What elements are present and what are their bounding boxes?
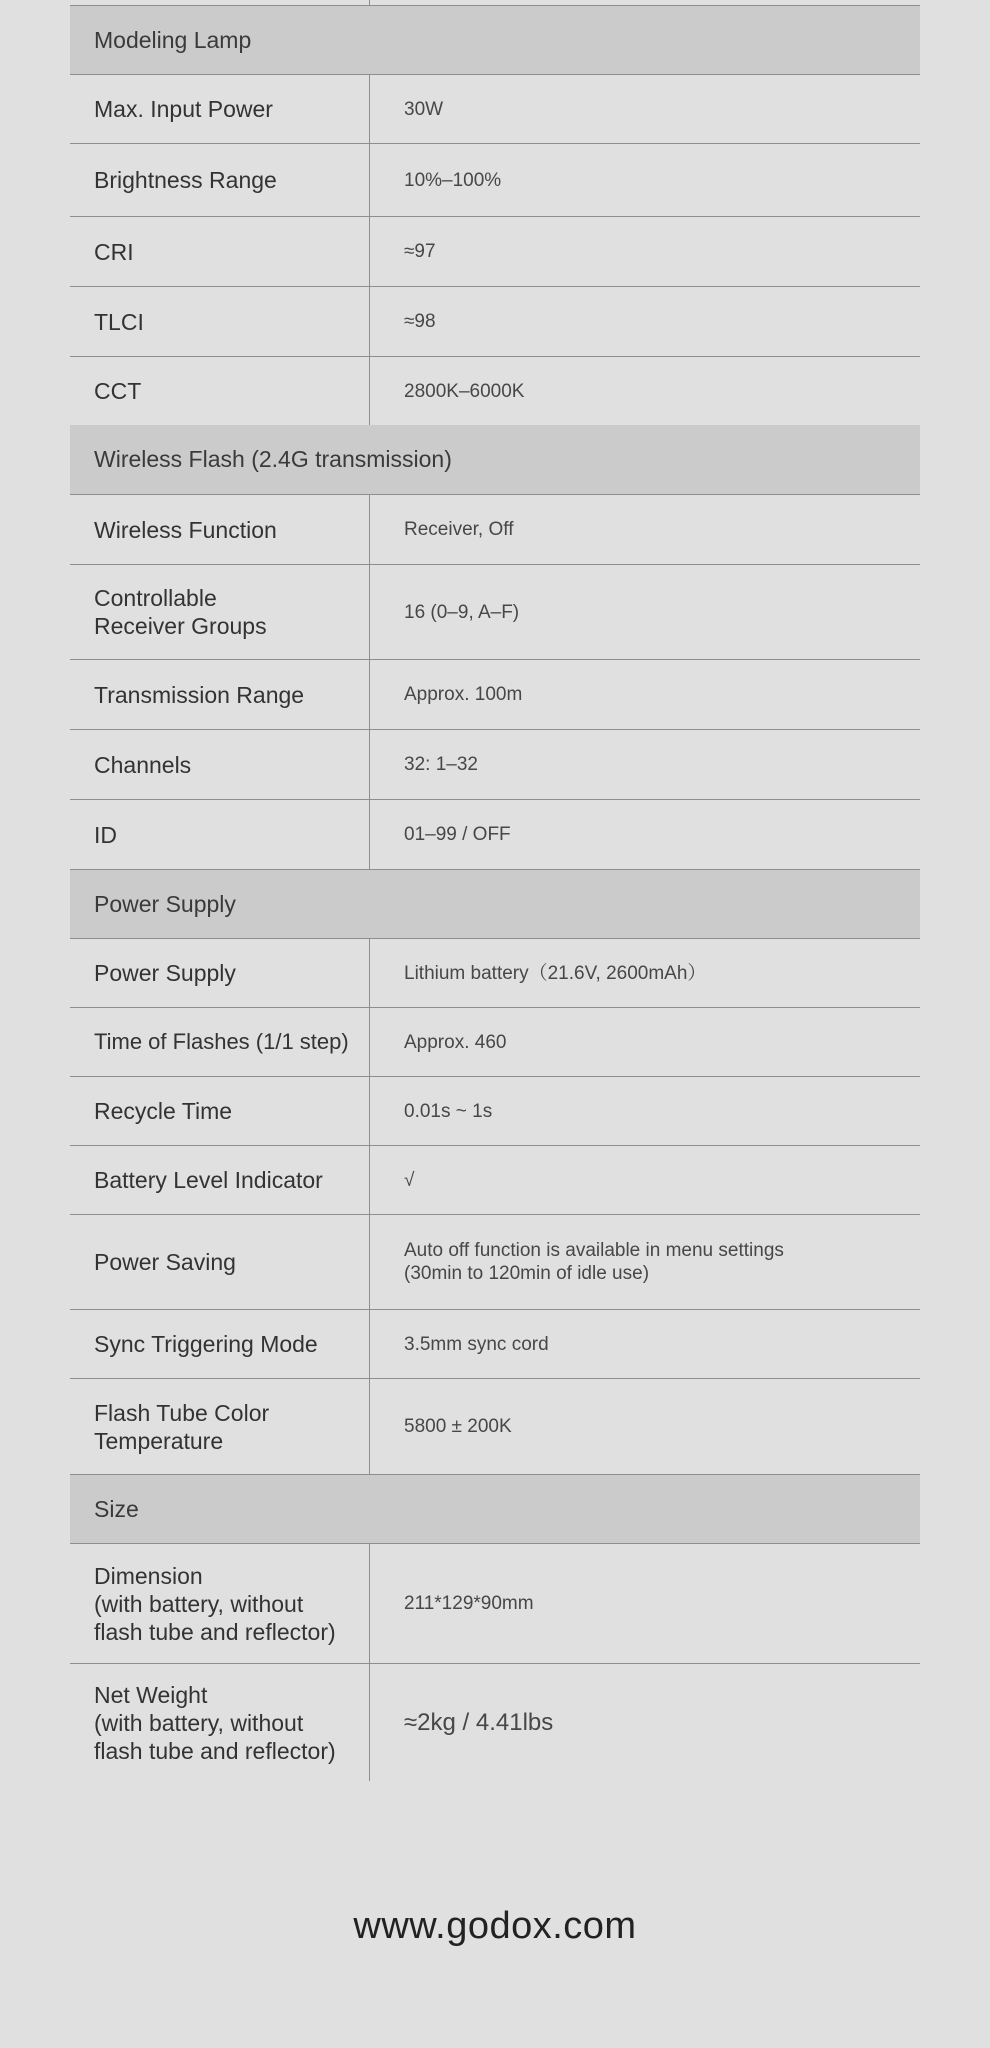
spec-value-cell (370, 1379, 920, 1474)
spec-label-cell (70, 565, 370, 659)
spec-value-cell (370, 800, 920, 869)
spec-value: Lithium battery（21.6V, 2600mAh） (404, 962, 707, 984)
spec-row-sync-triggering (70, 1310, 920, 1379)
spec-row-receiver-groups (70, 565, 920, 660)
spec-label: Dimension (with battery, without flash tube and reflector) (94, 1562, 336, 1645)
spec-label-cell (70, 357, 370, 425)
spec-label-cell (70, 800, 370, 869)
spec-row-dimension (70, 1544, 920, 1664)
section-header-size (70, 1474, 920, 1544)
spec-value: 30W (404, 98, 444, 120)
spec-value-cell (370, 495, 920, 564)
spec-label: Net Weight (with battery, without flash tube and reflector) (94, 1681, 336, 1764)
previous-section-edge (70, 0, 920, 6)
spec-value-cell (370, 1008, 920, 1076)
spec-value-cell (370, 144, 920, 216)
spec-label: Time of Flashes (1/1 step) (94, 1029, 349, 1054)
section-header-wireless-flash (70, 425, 920, 495)
spec-row-channels (70, 730, 920, 800)
spec-label-cell (70, 75, 370, 143)
spec-value: 10%–100% (404, 169, 502, 191)
spec-table (70, 0, 920, 1781)
section-header-power-supply (70, 869, 920, 939)
spec-value-cell (370, 1310, 920, 1378)
spec-value-cell (370, 939, 920, 1007)
spec-label: Recycle Time (94, 1098, 233, 1124)
spec-row-time-of-flashes (70, 1008, 920, 1077)
spec-label-cell (70, 1379, 370, 1474)
spec-label: Sync Triggering Mode (94, 1331, 318, 1357)
spec-value: 5800 ± 200K (404, 1416, 512, 1437)
spec-label: Power Supply (94, 960, 236, 986)
spec-label: Brightness Range (94, 167, 277, 193)
spec-value-cell (370, 565, 920, 659)
spec-value: Approx. 100m (404, 684, 523, 705)
spec-value-cell (370, 1544, 920, 1663)
spec-label-cell (70, 1008, 370, 1076)
spec-value: 211*129*90mm (404, 1593, 534, 1614)
spec-row-cri (70, 217, 920, 287)
spec-label-cell (70, 495, 370, 564)
spec-value: Auto off function is available in menu settings (30min to 120min of idle use) (404, 1240, 784, 1284)
spec-value: √ (404, 1169, 415, 1191)
spec-value-cell (370, 217, 920, 286)
spec-value: ≈97 (404, 241, 436, 262)
spec-label: Channels (94, 751, 192, 778)
spec-value: 16 (0–9, A–F) (404, 601, 520, 623)
spec-row-flash-tube-color (70, 1379, 920, 1474)
section-title: Modeling Lamp (94, 26, 252, 53)
spec-value: ≈98 (404, 311, 436, 332)
spec-row-power-supply (70, 939, 920, 1008)
spec-value: ≈2kg / 4.41lbs (404, 1709, 554, 1736)
spec-value-cell (370, 1215, 920, 1309)
website-link[interactable]: www.godox.com (353, 1905, 637, 1947)
spec-label: CCT (94, 378, 142, 404)
spec-label-cell (70, 660, 370, 729)
spec-value: Receiver, Off (404, 519, 514, 540)
spec-value-cell (370, 357, 920, 425)
spec-label-cell (70, 1310, 370, 1378)
spec-label: Controllable Receiver Groups (94, 585, 267, 639)
spec-value-cell (370, 287, 920, 356)
spec-value-cell (370, 730, 920, 799)
spec-value: 0.01s ~ 1s (404, 1100, 493, 1122)
spec-row-power-saving (70, 1215, 920, 1310)
spec-value: 01–99 / OFF (404, 824, 511, 845)
spec-value-cell (370, 1146, 920, 1214)
spec-value: 32: 1–32 (404, 754, 478, 775)
spec-label: Wireless Function (94, 516, 277, 543)
spec-value: Approx. 460 (404, 1031, 507, 1053)
spec-label-cell (70, 217, 370, 286)
section-title: Size (94, 1495, 139, 1522)
spec-label: Battery Level Indicator (94, 1167, 323, 1193)
spec-row-recycle-time (70, 1077, 920, 1146)
spec-label: Max. Input Power (94, 96, 273, 122)
spec-row-transmission-range (70, 660, 920, 730)
spec-label-cell (70, 730, 370, 799)
spec-label-cell (70, 144, 370, 216)
section-header-modeling-lamp (70, 6, 920, 75)
spec-label-cell (70, 287, 370, 356)
spec-value: 2800K–6000K (404, 380, 525, 402)
section-title: Power Supply (94, 890, 236, 917)
spec-value-cell (370, 75, 920, 143)
spec-label-cell (70, 1215, 370, 1309)
column-divider (369, 0, 370, 5)
spec-label-cell (70, 939, 370, 1007)
spec-row-brightness-range (70, 144, 920, 217)
spec-label-cell (70, 1077, 370, 1145)
spec-row-cct (70, 357, 920, 425)
spec-label-cell (70, 1664, 370, 1781)
spec-label-cell (70, 1146, 370, 1214)
spec-row-net-weight (70, 1664, 920, 1781)
section-title: Wireless Flash (2.4G transmission) (94, 446, 452, 472)
spec-value-cell (370, 1664, 920, 1781)
spec-value-cell (370, 1077, 920, 1145)
spec-label: Flash Tube Color Temperature (94, 1399, 270, 1454)
spec-label: CRI (94, 238, 134, 265)
spec-label: Power Saving (94, 1249, 236, 1275)
spec-row-battery-level (70, 1146, 920, 1215)
spec-value: 3.5mm sync cord (404, 1333, 549, 1355)
spec-label: ID (94, 821, 117, 848)
spec-value-cell (370, 660, 920, 729)
spec-label-cell (70, 1544, 370, 1663)
spec-label: Transmission Range (94, 681, 305, 708)
spec-row-wireless-function (70, 495, 920, 565)
spec-row-id (70, 800, 920, 869)
spec-row-max-input-power (70, 75, 920, 144)
spec-row-tlci (70, 287, 920, 357)
spec-label: TLCI (94, 308, 144, 335)
